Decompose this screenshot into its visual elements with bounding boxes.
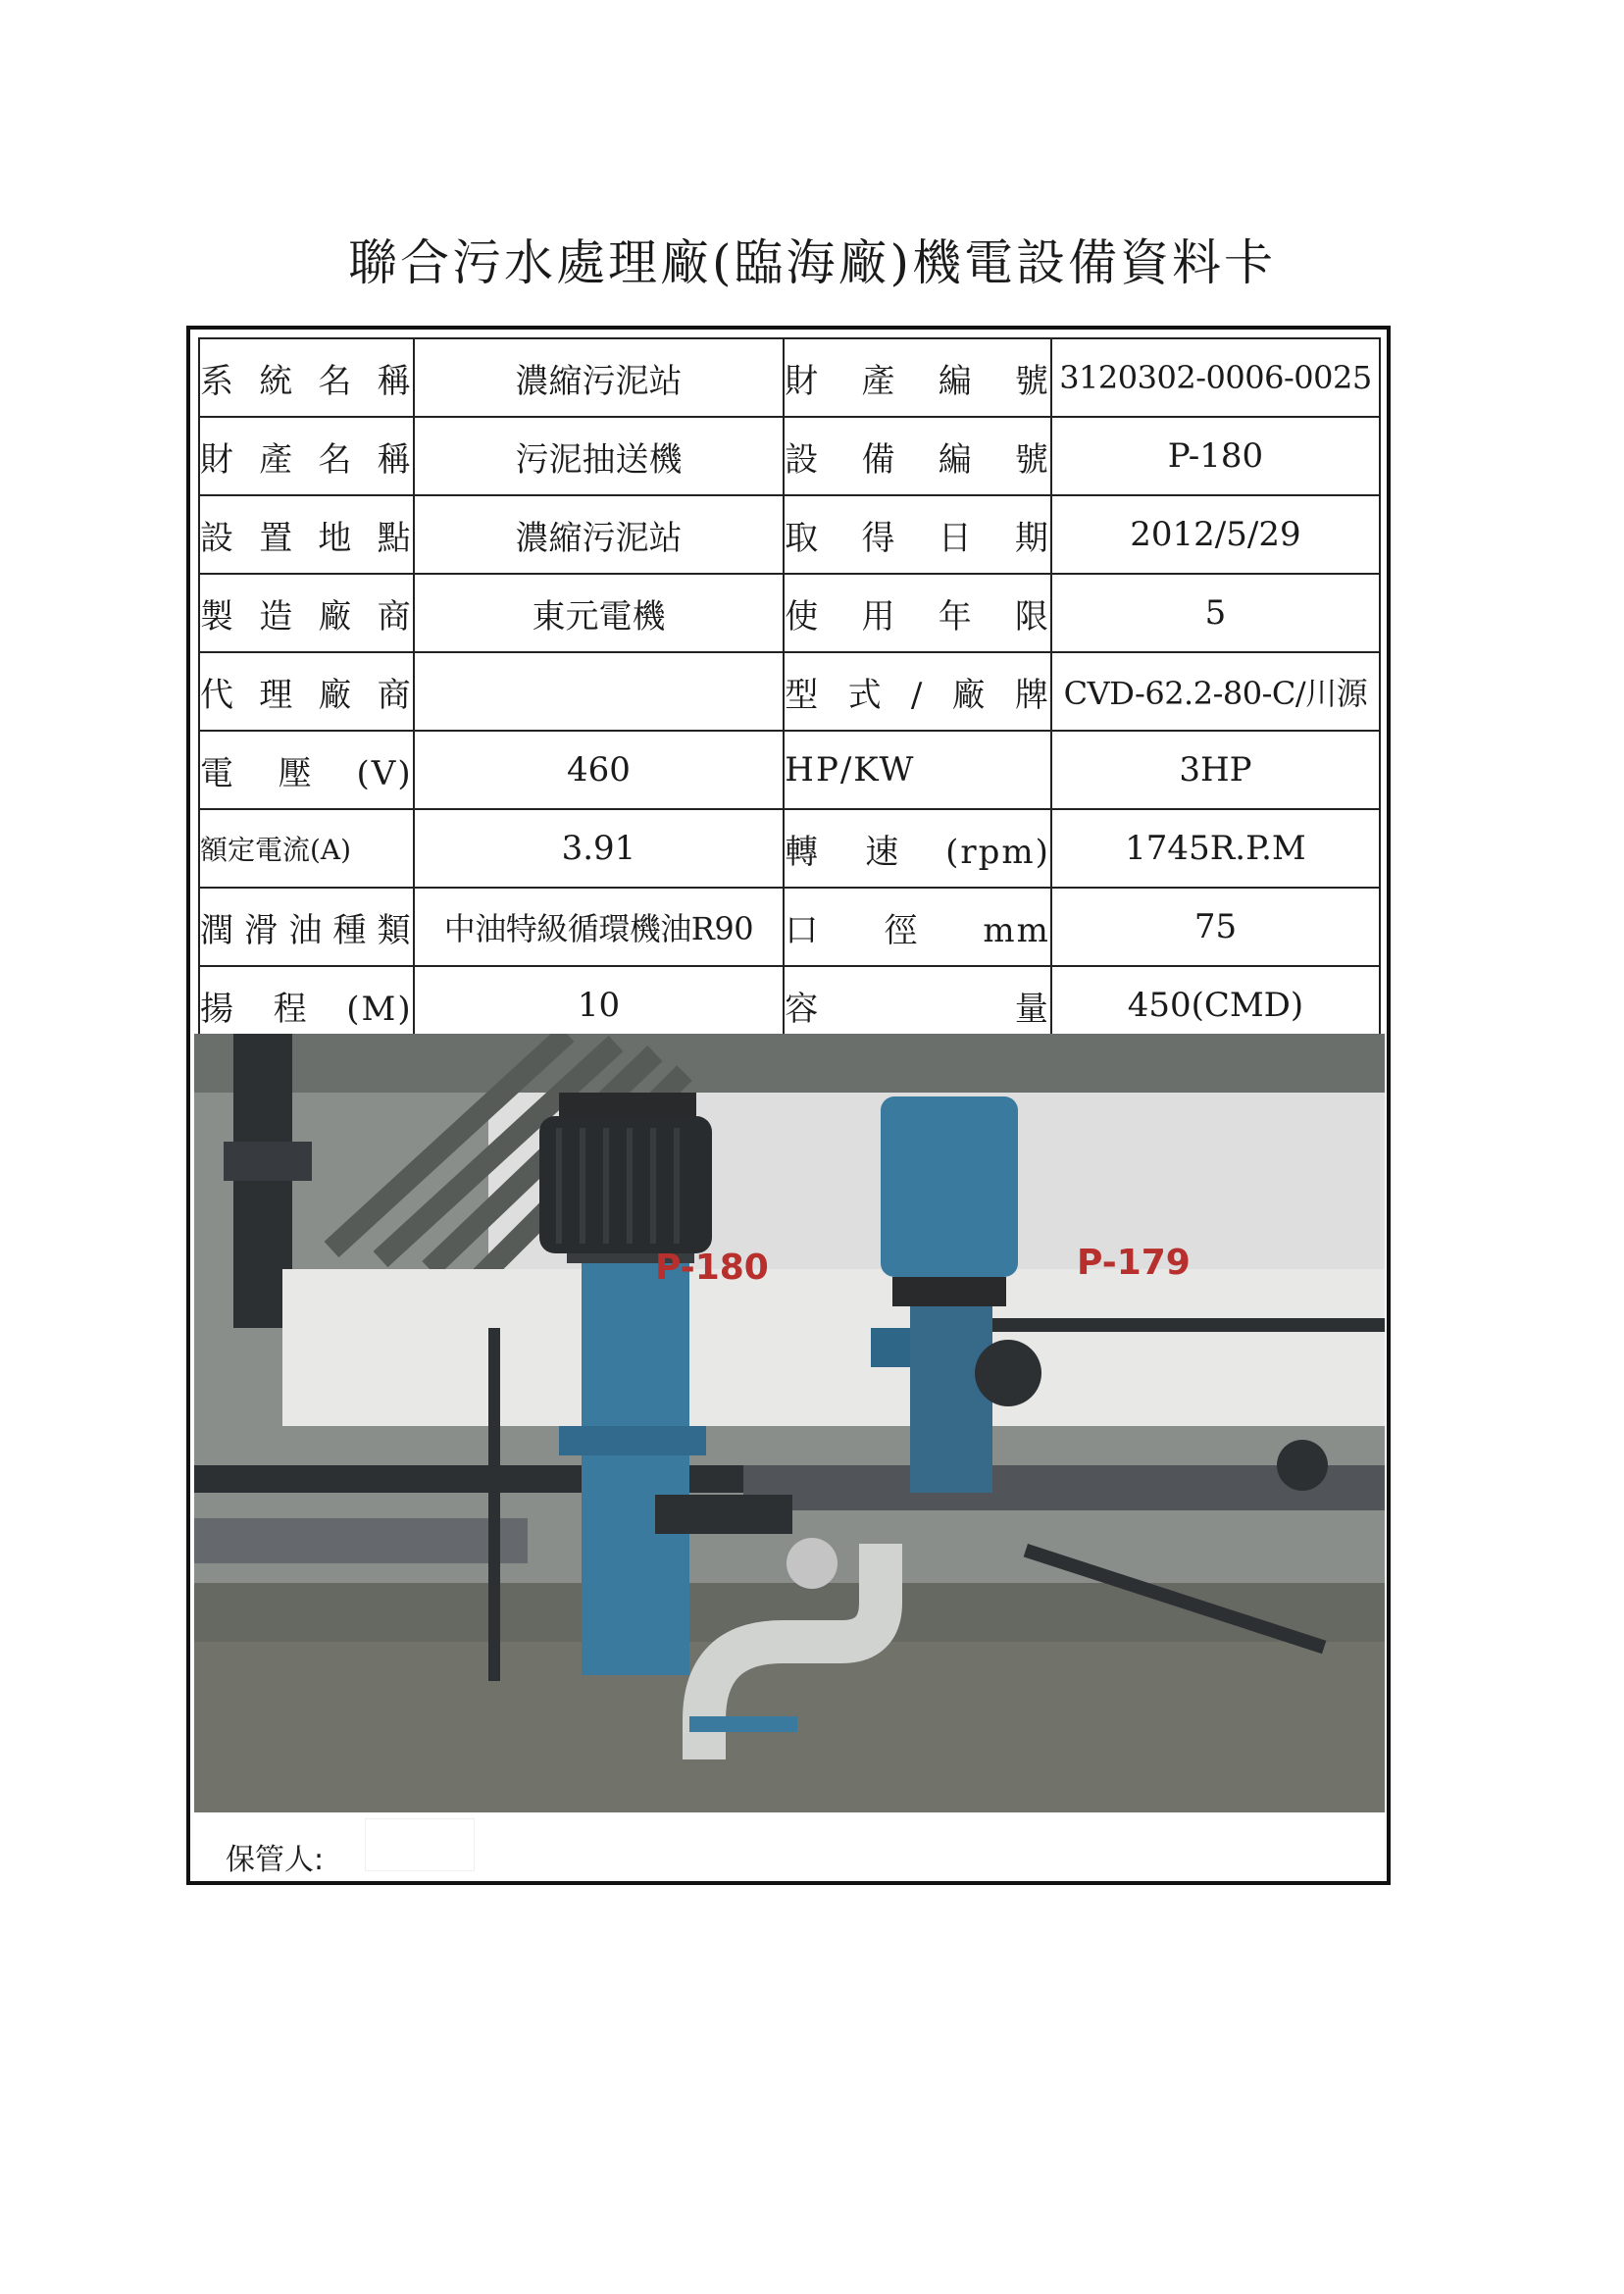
spec-label: 取得日期 [784, 495, 1051, 574]
spec-value: 75 [1051, 888, 1380, 966]
spec-label: 財產名稱 [199, 417, 414, 495]
spec-label: 財產編號 [784, 338, 1051, 417]
spec-label: 轉速(rpm) [784, 809, 1051, 888]
spec-label: 系統名稱 [199, 338, 414, 417]
spec-label: 容量 [784, 966, 1051, 1045]
spec-label: 設備編號 [784, 417, 1051, 495]
spec-row [199, 809, 1380, 888]
spec-label: 製造廠商 [199, 574, 414, 652]
spec-label: 口徑mm [784, 888, 1051, 966]
spec-value: 10 [414, 966, 785, 1045]
spec-row [199, 574, 1380, 652]
spec-value: 污泥抽送機 [414, 417, 785, 495]
spec-row [199, 731, 1380, 809]
spec-row [199, 966, 1380, 1045]
spec-value: 東元電機 [414, 574, 785, 652]
document-title: 聯合污水處理廠(臨海廠)機電設備資料卡 [347, 234, 1276, 291]
spec-value: 3120302-0006-0025 [1051, 338, 1380, 417]
spec-value: 2012/5/29 [1051, 495, 1380, 574]
spec-label: 揚程(M) [199, 966, 414, 1045]
spec-label: 使用年限 [784, 574, 1051, 652]
spec-label: HP/KW [784, 731, 1051, 809]
spec-table [198, 337, 1381, 1045]
spec-value: 5 [1051, 574, 1380, 652]
spec-row [199, 888, 1380, 966]
spec-value: 450(CMD) [1051, 966, 1380, 1045]
spec-row [199, 417, 1380, 495]
spec-value: 1745R.P.M [1051, 809, 1380, 888]
pump-tag-p180: P-180 [655, 1248, 769, 1288]
pump-photo-illustration [194, 1034, 1385, 1812]
spec-label: 額定電流(A) [199, 809, 414, 888]
spec-value: 3.91 [414, 809, 785, 888]
spec-value: CVD-62.2-80-C/川源 [1051, 652, 1380, 731]
spec-value [414, 652, 785, 731]
spec-value: 3HP [1051, 731, 1380, 809]
spec-value: P-180 [1051, 417, 1380, 495]
spec-row [199, 652, 1380, 731]
custodian-label: 保管人: [226, 1843, 325, 1877]
equipment-photo [194, 1034, 1385, 1812]
spec-value: 460 [414, 731, 785, 809]
spec-label: 代理廠商 [199, 652, 414, 731]
equipment-card [186, 326, 1391, 1885]
spec-label: 型式/廠牌 [784, 652, 1051, 731]
spec-value: 濃縮污泥站 [414, 338, 785, 417]
pump-tag-p179: P-179 [1077, 1243, 1191, 1283]
spec-row [199, 495, 1380, 574]
spec-label: 電壓(V) [199, 731, 414, 809]
redaction-box [365, 1818, 475, 1871]
spec-label: 設置地點 [199, 495, 414, 574]
spec-row [199, 338, 1380, 417]
spec-label: 潤滑油種類 [199, 888, 414, 966]
spec-value: 中油特級循環機油R90 [414, 888, 785, 966]
spec-value: 濃縮污泥站 [414, 495, 785, 574]
